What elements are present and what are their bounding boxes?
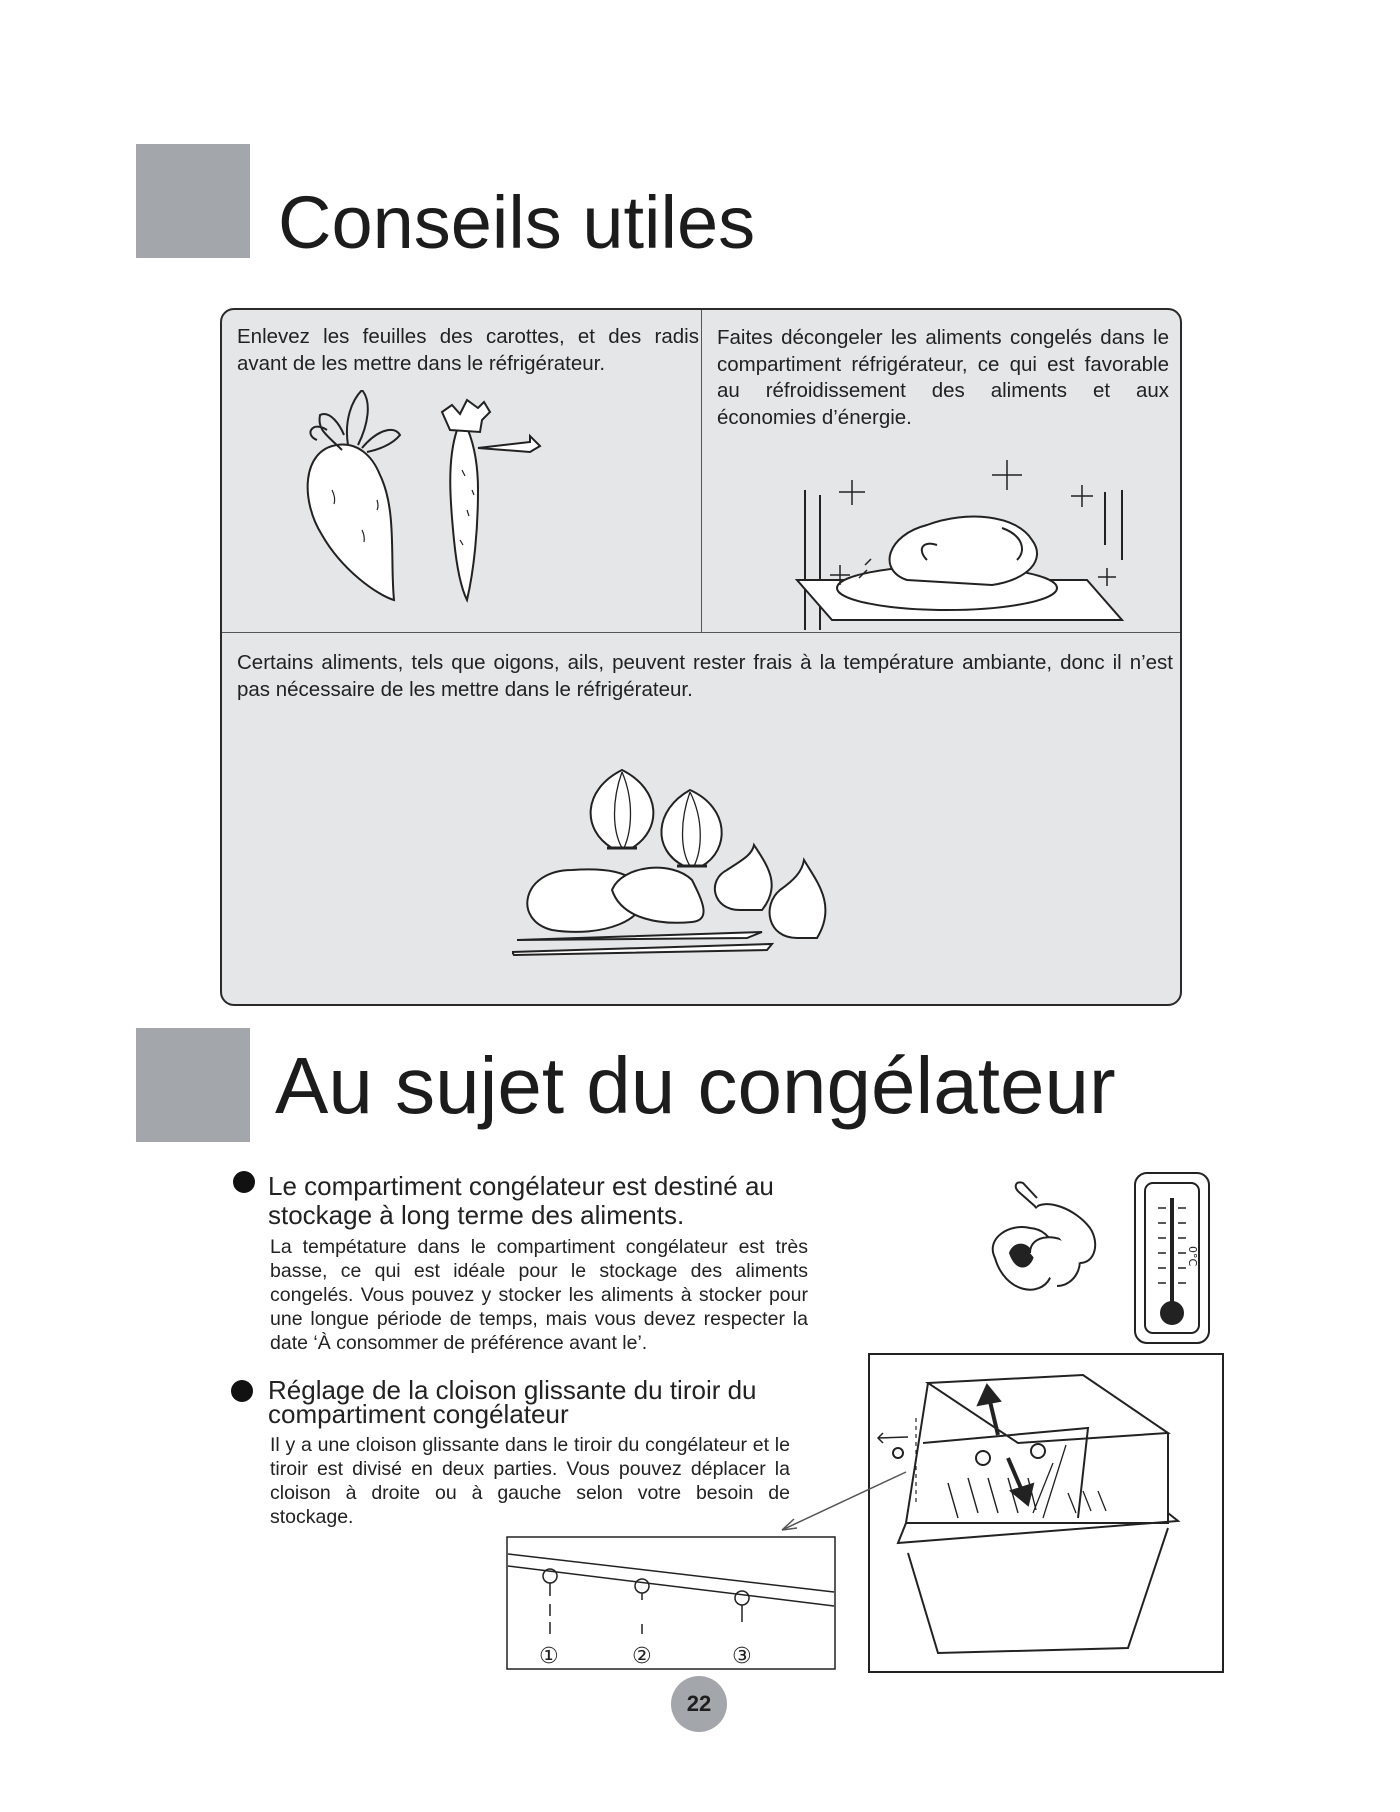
tip-storage-text: Certains aliments, tels que oigons, ails, peuvent rester frais à la température ambiante, donc il n’est pas nécessaire de les mettre dans le réfrigérateur. [237,651,1173,701]
tips-box [220,308,1182,1006]
section-title-freezer: Au sujet du congélateur [275,1041,1116,1130]
freezer-item1-body: La tempétature dans le compartiment congélateur est très basse, ce qui est idéale pour le stockage des aliments congelés. Vous pouvez y stocker les aliments à stocker pour une longue période de temps, mais vous devez respecter la date ‘À consommer de préférence avant le’. [270,1236,808,1354]
freezer-item2-heading: Réglage de la cloison glissante du tiroir du compartiment congélateur [268,1375,757,1429]
position-label-2: ② [632,1644,652,1669]
bullet-icon [233,1171,255,1193]
freezer-drawer-illustration [868,1353,1224,1673]
divider-vertical [701,310,702,632]
radish-carrot-illustration [282,390,582,610]
onion-garlic-illustration [512,760,872,960]
divider-horizontal [222,632,1180,633]
tip-carrots-text: Enlevez les feuilles des carottes, et des radis avant de les mettre dans le réfrigérateur. [237,325,699,375]
position-label-3: ③ [732,1644,752,1669]
detail-pointer-arrow [770,1470,910,1540]
thermometer-unit: 0°C [1186,1246,1199,1267]
bullet-icon [231,1380,253,1402]
freezer-item1-heading: Le compartiment congélateur est destiné au stockage à long terme des aliments. [268,1171,774,1230]
tip-thaw-text: Faites décongeler les aliments congelés dans le compartiment réfrigérateur, ce qui est favorable au réfroidissement des aliments et aux économies d’énergie. [717,326,1169,429]
thawing-turkey-illustration [777,440,1137,630]
section-marker [136,1028,250,1142]
partition-positions-detail [506,1536,836,1670]
page-number: 22 [671,1676,727,1732]
section-marker [136,144,250,258]
position-label-1: ① [539,1644,559,1669]
freezer-item2-body: Il y a une cloison glissante dans le tiroir du congélateur et le tiroir est divisé en deux parties. Vous pouvez déplacer la cloison à droite ou à gauche selon votre besoin de stockage. [270,1434,790,1528]
meat-thermometer-illustration [975,1168,1215,1348]
section-title-tips: Conseils utiles [278,181,756,264]
